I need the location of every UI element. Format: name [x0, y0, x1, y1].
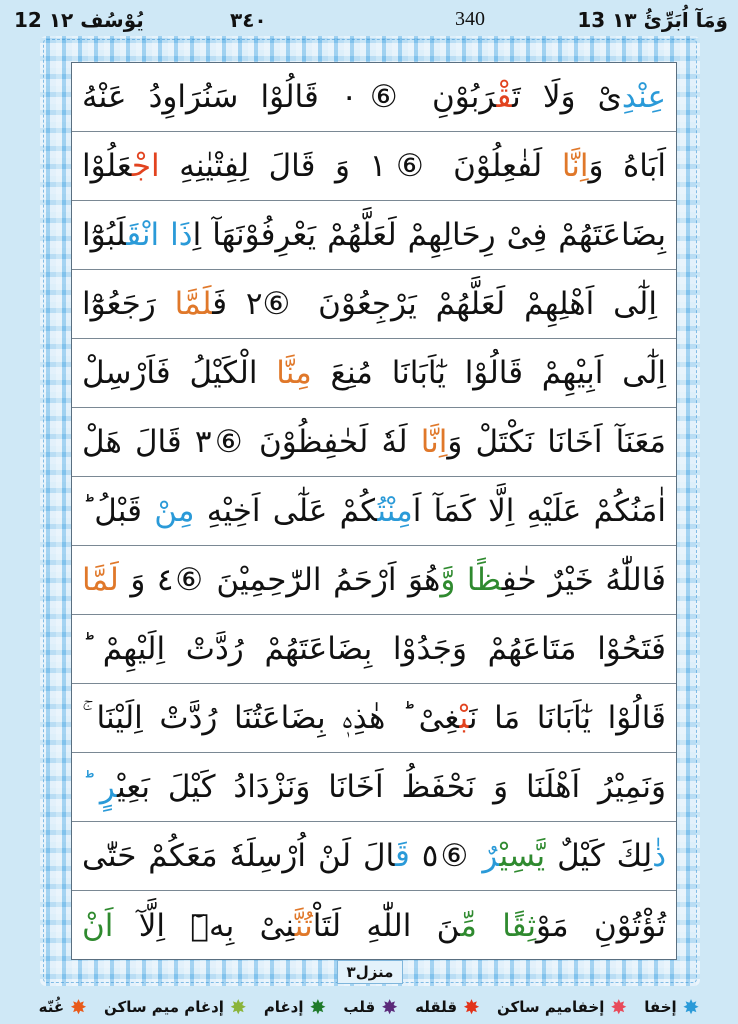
line-text	[82, 286, 666, 322]
tajweed-highlight: ظًا وَّ	[440, 562, 502, 598]
legend-item	[104, 997, 247, 1017]
text-segment: نِیْ بِهٖٓ اِلَّآ	[113, 907, 295, 944]
tajweed-highlight: اجْ	[131, 148, 160, 184]
text-segment: نَ اللّٰهِ لَتَاْ	[312, 907, 461, 944]
text-segment: فَتَحُوْا مَتَاعَهُمْ وَجَدُوْا بِضَاعَتَهُمْ رُدَّتْ اِلَيْهِمْ ؕ	[82, 631, 666, 667]
page-number-arabic: ٣٤٠	[230, 8, 267, 32]
text-line	[72, 339, 676, 408]
text-segment: قَالُوْا يٰٓاَبَانَا مَا نَ	[468, 699, 666, 736]
text-segment: ⑥٥	[409, 838, 483, 874]
text-segment: فَاللّٰهُ خَيْرٌ حٰفِ	[501, 562, 666, 598]
tajweed-highlight: بْ	[459, 699, 469, 736]
quran-text-panel	[71, 62, 677, 960]
text-line	[72, 477, 676, 546]
juz-number: 13	[577, 8, 606, 32]
star-icon: ✸	[70, 995, 87, 1019]
text-segment: عَلُوْا	[82, 148, 132, 184]
surah-name: يُوْسُف	[80, 8, 144, 32]
text-segment: یْ وَلَا تَ	[512, 79, 622, 115]
legend-label: إدغام	[263, 998, 304, 1016]
tajweed-highlight: قْ	[496, 79, 513, 115]
text-line	[72, 201, 676, 270]
text-line	[72, 270, 676, 339]
legend-item	[343, 997, 398, 1017]
line-text	[82, 148, 666, 184]
star-icon: ✸	[610, 995, 628, 1019]
tajweed-highlight: قَ	[394, 838, 410, 874]
legend-label: إدغام ميم ساكن	[103, 998, 224, 1016]
text-segment: اٰمَنُكُمْ عَلَيْهِ اِلَّا كَمَآ اَ	[412, 493, 666, 529]
star-icon: ✸	[309, 995, 327, 1019]
tajweed-highlight: اِنَّا	[561, 148, 589, 184]
text-segment: لَفٰعِلُوْنَ ⑥١ وَ قَالَ لِفِتْيٰنِهِ	[159, 148, 562, 184]
text-line	[72, 891, 676, 960]
text-line	[72, 132, 676, 201]
star-icon: ✸	[682, 995, 700, 1019]
line-text	[82, 838, 666, 874]
text-line	[72, 753, 676, 822]
legend-label: غُنّه	[38, 998, 65, 1016]
text-segment: كُمْ عَلٰٓى اَخِيْهِ	[194, 493, 378, 529]
juz-arabic-number: ١٣	[612, 8, 637, 32]
tajweed-highlight: مِنْتُ	[377, 493, 413, 529]
tajweed-highlight: لَمَّا	[82, 562, 119, 598]
text-segment: بِضَاعَتَهُمْ فِیْ رِحَالِهِمْ لَعَلَّهُمْ يَعْرِفُوْنَهَآ اِ	[192, 217, 666, 253]
line-text	[82, 769, 666, 805]
text-line	[72, 684, 676, 753]
legend-label: قلب	[343, 998, 376, 1016]
tajweed-highlight: لَمَّا	[174, 286, 213, 322]
tajweed-highlight: رٌ	[482, 838, 500, 874]
line-text	[82, 631, 666, 667]
star-icon: ✸	[381, 995, 399, 1019]
text-segment: الَ لَنْ اُرْسِلَهٗ مَعَكُمْ حَتّٰى	[82, 838, 395, 874]
tajweed-highlight: اَنْ	[82, 907, 114, 944]
legend-item	[497, 997, 627, 1017]
line-text	[82, 493, 666, 529]
text-line	[72, 822, 676, 891]
legend-label: إخفاميم ساكن	[497, 998, 605, 1016]
text-segment: مَعَنَآ اَخَانَا نَكْتَلْ وَ	[447, 424, 667, 460]
line-text	[82, 355, 666, 391]
tajweed-highlight: ذٰ	[652, 838, 666, 874]
manzil-label: منزل٣	[337, 960, 403, 984]
tajweed-highlight: رٍ ؕ	[82, 769, 118, 805]
text-segment: رَبُوْنِ ⑥٠ قَالُوْا سَنُرَاوِدُ عَنْهُ	[82, 79, 497, 115]
text-line	[72, 408, 676, 477]
star-icon: ✸	[463, 995, 480, 1019]
surah-number: 12	[14, 8, 42, 32]
star-icon: ✸	[229, 995, 247, 1019]
text-segment: قَبْلُ ؕ	[82, 493, 155, 529]
text-segment: اِلٰٓى اَبِيْهِمْ قَالُوْا يٰٓاَبَانَا مُنِعَ	[311, 355, 667, 391]
legend-item	[39, 997, 87, 1017]
text-line	[72, 615, 676, 684]
tajweed-highlight: ثِقًا مِّ	[460, 907, 536, 944]
text-segment: غِیْ ؕ هٰذِهٖ بِضَاعَتُنَا رُدَّتْ اِلَيْنَا ۚ	[82, 699, 460, 736]
text-segment: لِكَ كَيْلٌ	[545, 838, 653, 874]
text-segment: اِلٰٓى اَهْلِهِمْ لَعَلَّهُمْ يَرْجِعُوْنَ ⑥٢ فَ	[212, 286, 657, 322]
legend-item	[415, 997, 480, 1017]
tajweed-legend	[0, 990, 738, 1024]
text-line	[72, 63, 676, 132]
surah-arabic-number: ١٢	[48, 8, 74, 32]
tajweed-highlight: مِنْ	[154, 493, 195, 529]
line-text	[82, 217, 666, 253]
tajweed-highlight: يَّسِيْ	[499, 838, 546, 874]
line-text	[82, 424, 666, 460]
page-header	[0, 0, 738, 40]
line-text	[82, 562, 666, 598]
legend-item	[644, 997, 699, 1017]
juz-name: وَمَآ اُبَرِّئُ	[643, 8, 728, 32]
legend-label: قلقله	[415, 998, 458, 1016]
tajweed-highlight: عِنْدِ	[621, 79, 666, 115]
text-segment: تُؤْتُوْنِ مَوْ	[535, 907, 666, 944]
text-segment: وَنَمِيْرُ اَهْلَنَا وَ نَحْفَظُ اَخَانَا وَنَزْدَادُ كَيْلَ بَعِيْ	[117, 769, 666, 805]
legend-label: إخفا	[644, 998, 677, 1016]
surah-indicator	[14, 8, 144, 32]
text-segment: رَجَعُوْٓا	[82, 286, 175, 322]
text-segment: لَهٗ لَحٰفِظُوْنَ ⑥٣ قَالَ هَلْ	[82, 424, 421, 460]
tajweed-highlight: ذَا انْقَ	[126, 217, 193, 253]
line-text	[82, 79, 666, 115]
page-number: 340	[455, 8, 485, 30]
text-segment: لَبُوْٓا	[82, 217, 127, 253]
text-segment: اَبَاهُ وَ	[588, 148, 666, 184]
tajweed-highlight: اِنَّا	[420, 424, 448, 460]
text-segment: هُوَ اَرْحَمُ الرّٰحِمِيْنَ ⑥٤ وَ	[118, 562, 441, 598]
tajweed-highlight: مِنَّا	[276, 355, 312, 391]
text-line	[72, 546, 676, 615]
legend-item	[264, 997, 326, 1017]
line-text	[82, 908, 666, 944]
line-text	[82, 700, 666, 737]
tajweed-highlight: تُنَّ	[294, 907, 313, 944]
juz-indicator	[577, 8, 728, 32]
text-segment: الْكَيْلُ فَاَرْسِلْ	[82, 355, 277, 391]
